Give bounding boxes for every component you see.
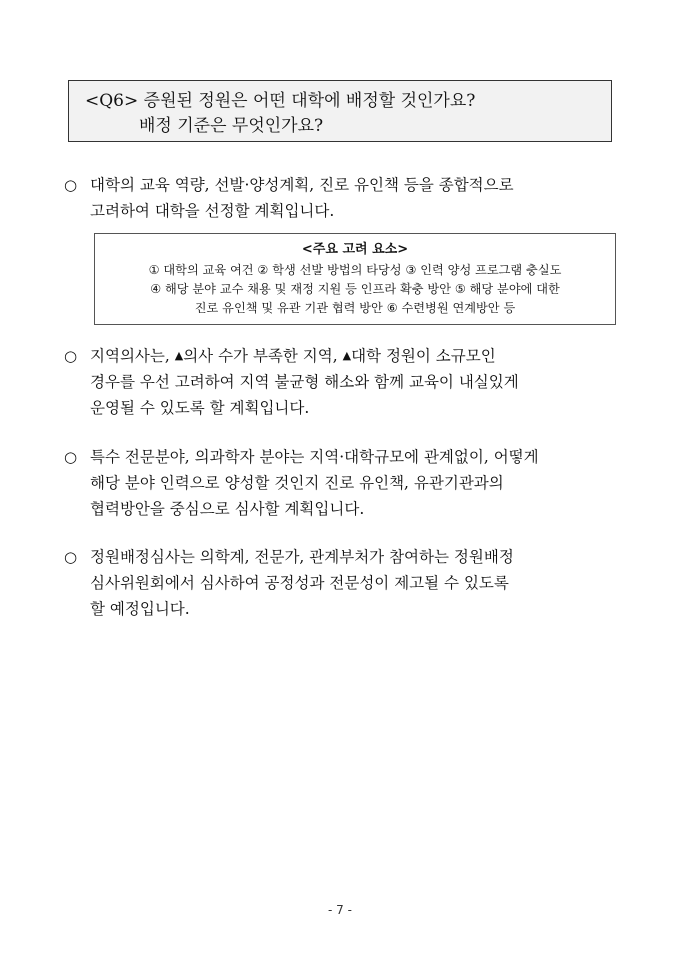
paragraph-3-line-2: 해당 분야 인력으로 양성할 것인지 진로 유인책, 유관기관과의: [90, 474, 504, 492]
question-box: [68, 80, 612, 142]
bullet-icon: ○: [64, 347, 78, 365]
paragraph-4-line-3: 할 예정입니다.: [90, 600, 190, 618]
paragraph-3: [64, 444, 624, 522]
bullet-icon: ○: [64, 176, 78, 194]
paragraph-4-line-1: 정원배정심사는 의학계, 전문가, 관계부처가 참여하는 정원배정: [90, 548, 514, 566]
bullet-icon: ○: [64, 448, 78, 466]
question-line-1: <Q6> 증원된 정원은 어떤 대학에 배정할 것인가요?: [85, 91, 476, 111]
triangle-icon: ▲: [174, 349, 184, 362]
triangle-icon: ▲: [342, 349, 352, 362]
key-factors-line-3: 진로 유인책 및 유관 기관 협력 방안 ⑥ 수련병원 연계방안 등: [194, 301, 516, 315]
key-factors-title: <주요 고려 요소>: [301, 242, 409, 257]
paragraph-4: [64, 544, 624, 622]
paragraph-2: [64, 343, 624, 421]
key-factors-box: [94, 233, 616, 325]
key-factors-line-2: ④ 해당 분야 교수 채용 및 재정 지원 등 인프라 확충 방안 ⑤ 해당 분야에 대한: [150, 282, 560, 296]
page-number: - 7 -: [328, 903, 352, 917]
paragraph-4-line-2: 심사위원회에서 심사하여 공정성과 전문성이 제고될 수 있도록: [90, 574, 509, 592]
question-line-2: 배정 기준은 무엇인가요?: [139, 116, 324, 136]
key-factors-line-1: ① 대학의 교육 여건 ② 학생 선발 방법의 타당성 ③ 인력 양성 프로그램 충실도: [148, 263, 562, 277]
paragraph-2-line-2: 경우를 우선 고려하여 지역 불균형 해소와 함께 교육이 내실있게: [90, 373, 519, 391]
paragraph-2-line-3: 운영될 수 있도록 할 계획입니다.: [90, 399, 310, 417]
bullet-icon: ○: [64, 548, 78, 566]
paragraph-1-line-2: 고려하여 대학을 선정할 계획입니다.: [90, 202, 335, 220]
paragraph-1: [64, 172, 624, 224]
paragraph-3-line-1: 특수 전문분야, 의과학자 분야는 지역·대학규모에 관계없이, 어떻게: [90, 448, 539, 466]
paragraph-1-line-1: 대학의 교육 역량, 선발·양성계획, 진로 유인책 등을 종합적으로: [90, 176, 514, 194]
paragraph-3-line-3: 협력방안을 중심으로 심사할 계획입니다.: [90, 500, 365, 518]
paragraph-2-line-1: 지역의사는, ▲의사 수가 부족한 지역, ▲대학 정원이 소규모인: [90, 347, 496, 365]
